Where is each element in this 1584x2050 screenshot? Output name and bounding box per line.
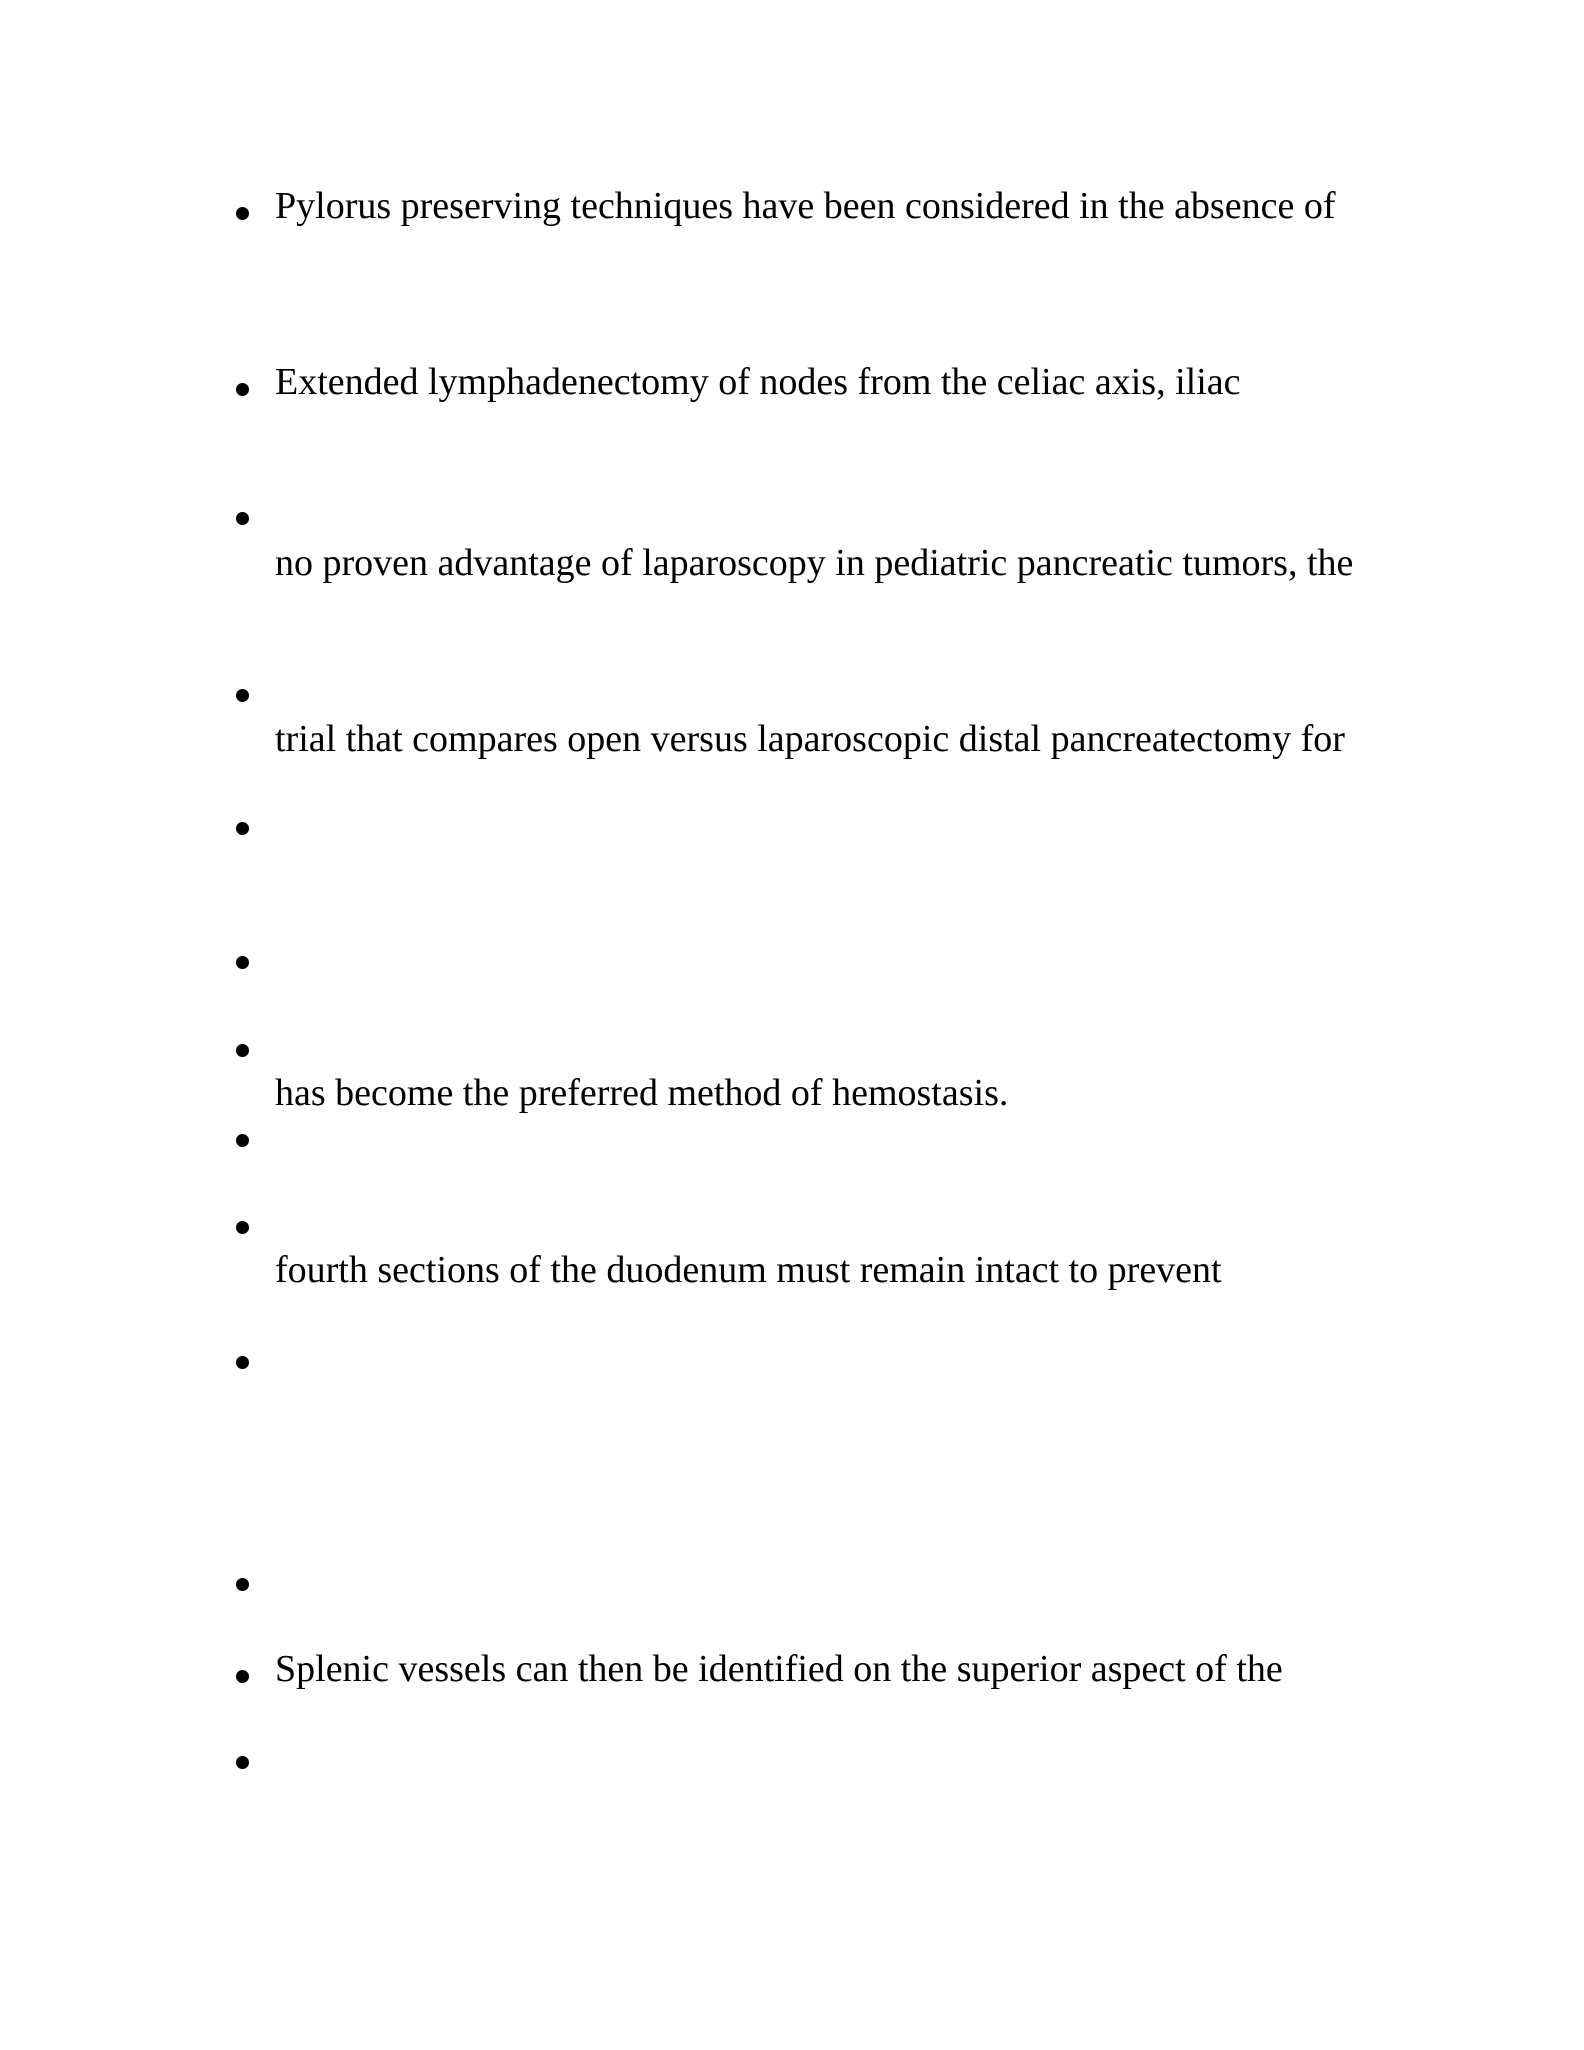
bullet-icon xyxy=(236,822,249,835)
bullet-icon xyxy=(236,956,249,969)
bullet-icon xyxy=(236,1578,249,1591)
bullet-icon xyxy=(236,207,249,220)
list-item-text: fourth sections of the duodenum must remain intact to prevent xyxy=(275,1249,1222,1291)
bullet-icon xyxy=(236,1356,249,1369)
list-item-text: Extended lymphadenectomy of nodes from the celiac axis, iliac xyxy=(275,361,1241,403)
list-item-text: Pylorus preserving techniques have been considered in the absence of xyxy=(275,185,1336,227)
list-item-text: Splenic vessels can then be identified on the superior aspect of the xyxy=(275,1648,1283,1690)
list-item-text: has become the preferred method of hemostasis. xyxy=(275,1072,1009,1114)
bullet-icon xyxy=(236,1756,249,1769)
bullet-icon xyxy=(236,1221,249,1234)
list-item-text: no proven advantage of laparoscopy in pediatric pancreatic tumors, the xyxy=(275,542,1354,584)
bullet-icon xyxy=(236,383,249,396)
bullet-icon xyxy=(236,1670,249,1683)
bullet-icon xyxy=(236,1044,249,1057)
bullet-icon xyxy=(236,689,249,702)
bullet-icon xyxy=(236,512,249,525)
list-item-text: trial that compares open versus laparoscopic distal pancreatectomy for xyxy=(275,718,1345,760)
bullet-icon xyxy=(236,1134,249,1147)
